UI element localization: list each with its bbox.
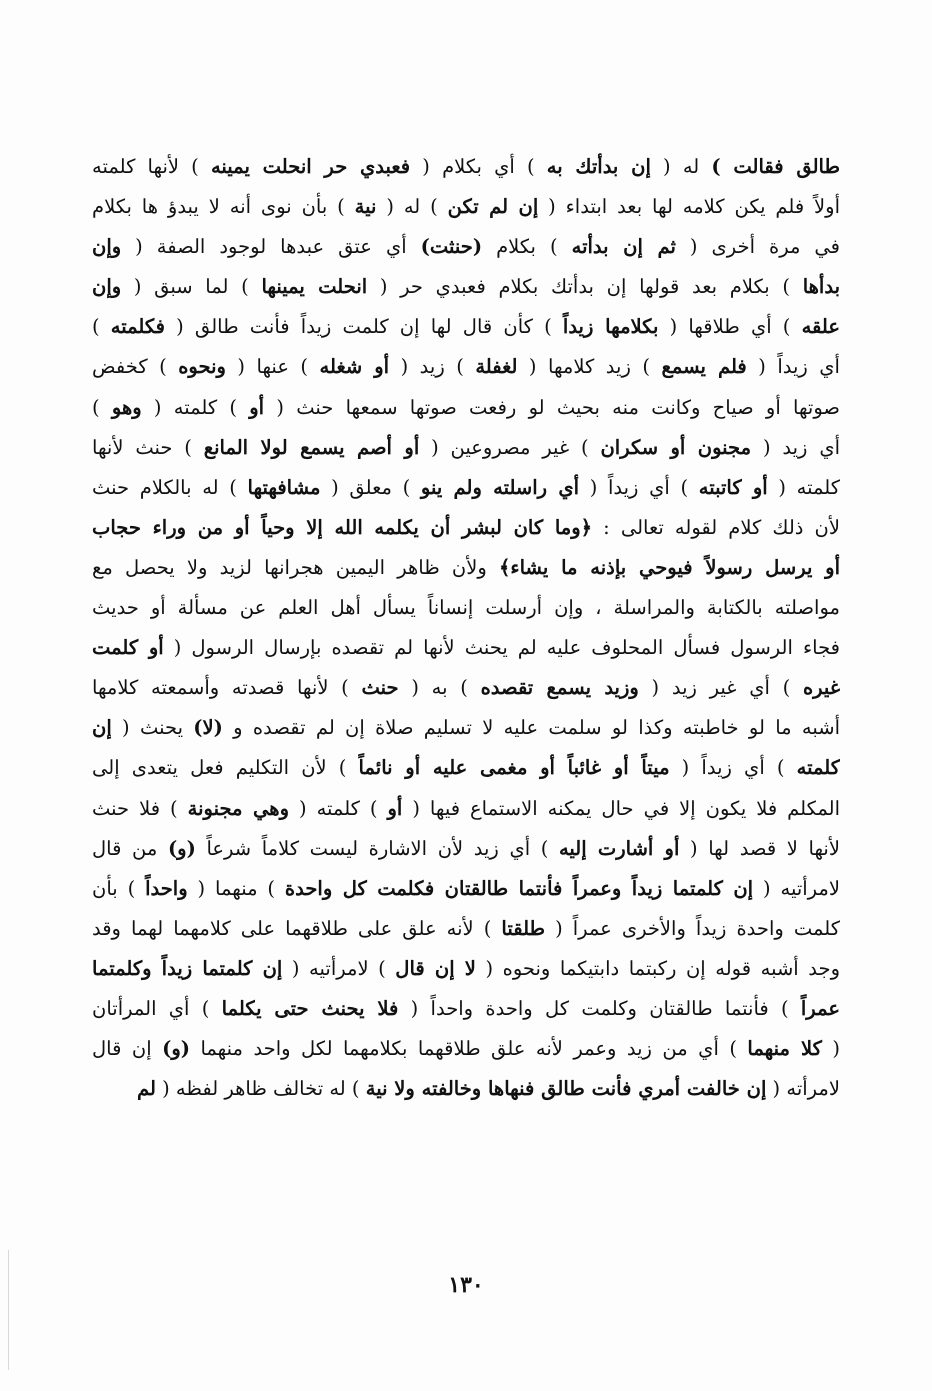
bold-matn-text: (و) xyxy=(162,1037,190,1061)
commentary-text: ) كلمته ( xyxy=(141,395,250,419)
commentary-text: ) xyxy=(92,315,111,339)
text-line xyxy=(92,1069,840,1109)
commentary-text: لأنها لا قصد لها ( xyxy=(679,836,840,860)
page-number: ١٣٠ xyxy=(448,1272,484,1298)
commentary-text: ) لأنها كلمته xyxy=(92,155,211,178)
bold-matn-text: نية xyxy=(354,195,377,219)
bold-matn-text: أو xyxy=(387,796,403,820)
bold-matn-text: أو كاتبته xyxy=(698,475,768,499)
commentary-text: ) زيد ( xyxy=(389,355,476,379)
bold-matn-text: ﴿وما كان لبشر أن يكلمه الله إلا وحياً أو من وراء حجاب xyxy=(92,515,593,539)
bold-matn-text: (لا) xyxy=(193,716,223,740)
bold-matn-text: فعبدي حر انحلت يمينه xyxy=(210,155,411,178)
bold-matn-text: إن xyxy=(92,716,112,740)
text-line xyxy=(92,789,840,829)
commentary-text: ) أي زيد لأن الاشارة ليست كلاماً شرعاً xyxy=(195,836,559,860)
commentary-text: ) منهما ( xyxy=(187,876,285,900)
text-line xyxy=(92,909,840,949)
commentary-text: ) أي المرأتان xyxy=(92,996,222,1020)
commentary-text: ) له بالكلام حنث xyxy=(92,475,248,499)
bold-matn-text: بدأها xyxy=(802,275,840,299)
text-line xyxy=(92,227,840,267)
commentary-text: ) لما سبق ( xyxy=(121,275,262,299)
commentary-text: ) له ( xyxy=(376,195,448,219)
commentary-text: ) كلمته ( xyxy=(289,796,388,820)
bold-matn-text: إن كلمتما زيداً وكلمتما xyxy=(92,956,283,980)
text-line xyxy=(92,628,840,668)
bold-matn-text: وإن xyxy=(92,235,122,259)
commentary-text: ) معلق ( xyxy=(320,475,421,499)
commentary-text: مواصلته بالكتابة والمراسلة ، وإن أرسلت إنساناً يسأل أهل العلم عن مسألة أو حديث xyxy=(92,596,840,620)
text-line xyxy=(92,708,840,748)
commentary-text: ) كأن قال لها إن كلمت زيداً فأنت طالق ( xyxy=(164,315,563,339)
commentary-text: ) لامرأتيه ( xyxy=(282,956,396,980)
bold-matn-text: إن خالفت أمري فأنت طالق فنهاها وخالفته ولا نية xyxy=(365,1077,767,1101)
text-line xyxy=(92,388,840,428)
commentary-text: أي زيد ( xyxy=(751,435,840,459)
bold-matn-text: واحداً xyxy=(145,876,188,900)
commentary-text: لأن ذلك كلام لقوله تعالى : xyxy=(592,515,840,539)
commentary-text: ) بأن نوى أنه لا يبدؤ ها بكلام xyxy=(92,195,355,219)
bold-matn-text: كلمته xyxy=(796,756,840,780)
text-line xyxy=(92,748,840,788)
commentary-text: أي زيداً ( xyxy=(746,355,840,379)
commentary-text: من قال xyxy=(92,836,168,860)
commentary-text: ) فأنتما طالقتان وكلمت كل واحدة واحداً ( xyxy=(398,996,801,1020)
commentary-text: ) غير مصروعين ( xyxy=(419,435,601,459)
commentary-text: وجد أشبه قوله إن ركبتما دابتيكما ونحوه ( xyxy=(475,956,840,980)
commentary-text: ) حنث لأنها xyxy=(92,435,204,459)
bold-matn-text: فكلمته xyxy=(110,315,165,339)
commentary-text: أشبه ما لو خاطبته وكذا لو سلمت عليه لا تسليم صلاة إن لم تقصده و xyxy=(222,716,840,740)
commentary-text: ( xyxy=(821,1037,840,1061)
bold-matn-text: لم xyxy=(136,1077,156,1101)
commentary-text: كلمت واحدة زيداً والأخرى عمراً ( xyxy=(545,916,840,940)
bold-matn-text: بكلامها زيداً xyxy=(562,315,659,339)
text-line xyxy=(92,1029,840,1069)
bold-matn-text: غيره xyxy=(802,676,840,700)
text-line xyxy=(92,668,840,708)
bold-matn-text: فلا يحنث حتى يكلما xyxy=(221,996,399,1020)
commentary-text: ) لأنها قصدته وأسمعته كلامها xyxy=(92,676,362,700)
text-line xyxy=(92,428,840,468)
commentary-text: ) بأن xyxy=(92,876,146,900)
commentary-text: المكلم فلا يكون إلا في حال يمكنه الاستماع فيها ( xyxy=(402,796,840,820)
commentary-text: ) عنها ( xyxy=(225,355,320,379)
commentary-text: ) أي من زيد وعمر لأنه علق طلاقهما بكلامهما لكل واحد منهما xyxy=(189,1037,748,1061)
commentary-text: يحنث ( xyxy=(111,716,194,740)
commentary-text: أولاً فلم يكن كلامه لها بعد ابتداء ( xyxy=(538,195,840,219)
commentary-text: ) xyxy=(92,395,112,419)
commentary-text: أي عتق عبدها لوجود الصفة ( xyxy=(121,235,421,259)
text-line xyxy=(92,508,840,548)
text-line xyxy=(92,869,840,909)
commentary-text: إن قال xyxy=(92,1037,163,1061)
commentary-text: ) فلا حنث xyxy=(92,796,188,820)
commentary-text: ) أي طلاقها ( xyxy=(658,315,802,339)
bold-matn-text: (حنثت) xyxy=(420,235,483,259)
commentary-text: لامرأتيه ( xyxy=(753,876,840,900)
scan-edge-line xyxy=(8,1250,9,1370)
bold-matn-text: ونحوه xyxy=(178,355,226,379)
commentary-text: كلمته ( xyxy=(767,475,840,499)
bold-matn-text: وزيد يسمع تقصده xyxy=(480,676,639,700)
bold-matn-text: إن بدأتك به xyxy=(546,155,651,178)
bold-matn-text: عمراً xyxy=(800,996,840,1020)
commentary-text: ) أي بكلام ( xyxy=(410,155,547,178)
bold-matn-text: وهي مجنونة xyxy=(187,796,290,820)
bold-matn-text: انحلت يمينها xyxy=(261,275,368,299)
text-line xyxy=(92,949,840,989)
bold-matn-text: ميتاً أو غائباً أو مغمى عليه أو نائماً xyxy=(358,756,670,780)
text-line xyxy=(92,989,840,1029)
commentary-text: ) به ( xyxy=(398,676,481,700)
bold-matn-text: أو أصم يسمع لولا المانع xyxy=(203,435,420,459)
commentary-text: ) لأن التكليم فعل يتعدى إلى xyxy=(92,756,359,780)
bold-matn-text: مجنون أو سكران xyxy=(600,435,752,459)
bold-matn-text: طلقتا xyxy=(501,916,546,940)
commentary-text: لامرأته ( xyxy=(766,1077,840,1101)
text-line xyxy=(92,588,840,628)
text-line xyxy=(92,267,840,307)
bold-matn-text: كلا منهما xyxy=(747,1037,822,1061)
text-line xyxy=(92,307,840,347)
commentary-text: ) لأنه علق على طلاقهما على كلامهما لهما وقد xyxy=(92,916,502,940)
bold-matn-text: إن لم تكن xyxy=(447,195,539,219)
text-line xyxy=(92,829,840,869)
bold-matn-text: حنث xyxy=(361,676,399,700)
bold-matn-text: إن كلمتما زيداً وعمراً فأنتما طالقتان فكلمت كل واحدة xyxy=(284,876,754,900)
text-line xyxy=(92,347,840,387)
commentary-text: فجاء الرسول فسأل المحلوف عليه لم يحنث لأنها لم تقصده بإرسال الرسول ( xyxy=(163,636,840,660)
bold-matn-text: أو أشارت إليه xyxy=(558,836,680,860)
commentary-text: ) له تخالف ظاهر لفظه ( xyxy=(155,1077,366,1101)
bold-matn-text: أو يرسل رسولاً فيوحي بإذنه ما يشاء﴾ xyxy=(498,555,840,579)
bold-matn-text: وهو xyxy=(111,395,142,419)
bold-matn-text: وإن xyxy=(92,275,122,299)
bold-matn-text: لا إن قال xyxy=(395,956,476,980)
bold-matn-text: أو شغله xyxy=(319,355,390,379)
commentary-text: ) كخفض xyxy=(92,355,179,379)
text-line xyxy=(92,187,840,227)
commentary-text: في مرة أخرى ( xyxy=(675,235,840,259)
text-line xyxy=(92,468,840,508)
text-line xyxy=(92,147,840,187)
bold-matn-text: ثم إن بدأته xyxy=(571,235,676,259)
commentary-text: له ( xyxy=(650,155,712,178)
bold-matn-text: أو xyxy=(249,395,265,419)
bold-matn-text: أو كلمت xyxy=(92,636,164,660)
commentary-text: ) زيد كلامها ( xyxy=(517,355,662,379)
text-line xyxy=(92,548,840,588)
commentary-text: صوتها أو صياح وكانت منه بحيث لو رفعت صوتها سمعها حنث ( xyxy=(264,395,840,419)
commentary-text: ولأن ظاهر اليمين هجرانها لزيد ولا يحصل مع xyxy=(92,555,499,579)
body-text xyxy=(92,147,840,1109)
bold-matn-text: أي راسلته ولم ينو xyxy=(420,475,580,499)
bold-matn-text: طالق فقالت ) xyxy=(711,155,840,178)
bold-matn-text: (و) xyxy=(167,836,196,860)
commentary-text: ) أي غير زيد ( xyxy=(638,676,803,700)
bold-matn-text: لغفلة xyxy=(475,355,518,379)
bold-matn-text: علقه xyxy=(801,315,840,339)
commentary-text: ) أي زيداً ( xyxy=(579,475,699,499)
commentary-text: ) أي زيداً ( xyxy=(669,756,797,780)
commentary-text: ) بكلام بعد قولها إن بدأتك بكلام فعبدي حر ( xyxy=(367,275,803,299)
bold-matn-text: فلم يسمع xyxy=(661,355,747,379)
commentary-text: ) بكلام xyxy=(482,235,572,259)
bold-matn-text: مشافهتها xyxy=(247,475,321,499)
